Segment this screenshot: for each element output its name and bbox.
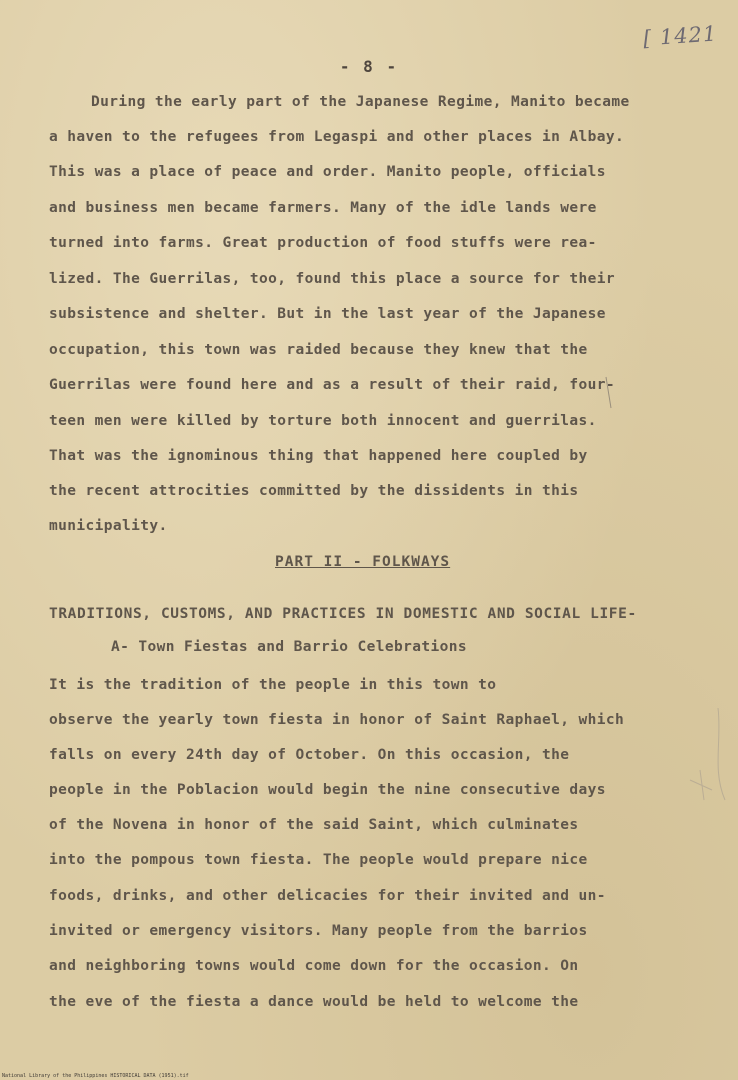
text-line: That was the ignominous thing that happened here coupled by bbox=[49, 448, 588, 464]
text-line: and business men became farmers. Many of the idle lands were bbox=[49, 200, 597, 216]
part-heading: PART II - FOLKWAYS bbox=[275, 554, 451, 570]
text-line: It is the tradition of the people in this town to bbox=[49, 677, 497, 693]
text-line: subsistence and shelter. But in the last year of the Japanese bbox=[49, 306, 606, 322]
page-number: - 8 - bbox=[339, 57, 399, 76]
sub-heading: A- Town Fiestas and Barrio Celebrations bbox=[111, 639, 468, 655]
text-line: of the Novena in honor of the said Saint, which culminates bbox=[49, 817, 579, 833]
text-line: into the pompous town fiesta. The people would prepare nice bbox=[49, 852, 588, 868]
text-line: occupation, this town was raided because they knew that the bbox=[49, 342, 588, 358]
text-line: the eve of the fiesta a dance would be held to welcome the bbox=[49, 994, 579, 1010]
scan-footer: National Library of the Philippines HISTORICAL DATA (1951).tif bbox=[2, 1073, 189, 1079]
text-line: turned into farms. Great production of food stuffs were rea- bbox=[49, 235, 597, 251]
text-line: This was a place of peace and order. Manito people, officials bbox=[49, 164, 606, 180]
text-line: people in the Poblacion would begin the nine consecutive days bbox=[49, 782, 606, 798]
text-line: municipality. bbox=[49, 518, 168, 534]
text-line: teen men were killed by torture both innocent and guerrilas. bbox=[49, 413, 597, 429]
text-line: foods, drinks, and other delicacies for their invited and un- bbox=[49, 888, 606, 904]
text-line: and neighboring towns would come down for the occasion. On bbox=[49, 958, 579, 974]
handwritten-page-note: [ 1421 bbox=[642, 21, 719, 51]
text-line: falls on every 24th day of October. On this occasion, the bbox=[49, 747, 570, 763]
text-line: Guerrilas were found here and as a result of their raid, four- bbox=[49, 377, 616, 393]
text-line: During the early part of the Japanese Regime, Manito became bbox=[91, 94, 630, 110]
text-line: a haven to the refugees from Legaspi and other places in Albay. bbox=[49, 129, 625, 145]
section-heading: TRADITIONS, CUSTOMS, AND PRACTICES IN DOMESTIC AND SOCIAL LIFE- bbox=[49, 606, 637, 622]
text-line: lized. The Guerrilas, too, found this place a source for their bbox=[49, 271, 616, 287]
text-line: the recent attrocities committed by the dissidents in this bbox=[49, 483, 579, 499]
text-line: observe the yearly town fiesta in honor of Saint Raphael, which bbox=[49, 712, 625, 728]
text-line: invited or emergency visitors. Many people from the barrios bbox=[49, 923, 588, 939]
